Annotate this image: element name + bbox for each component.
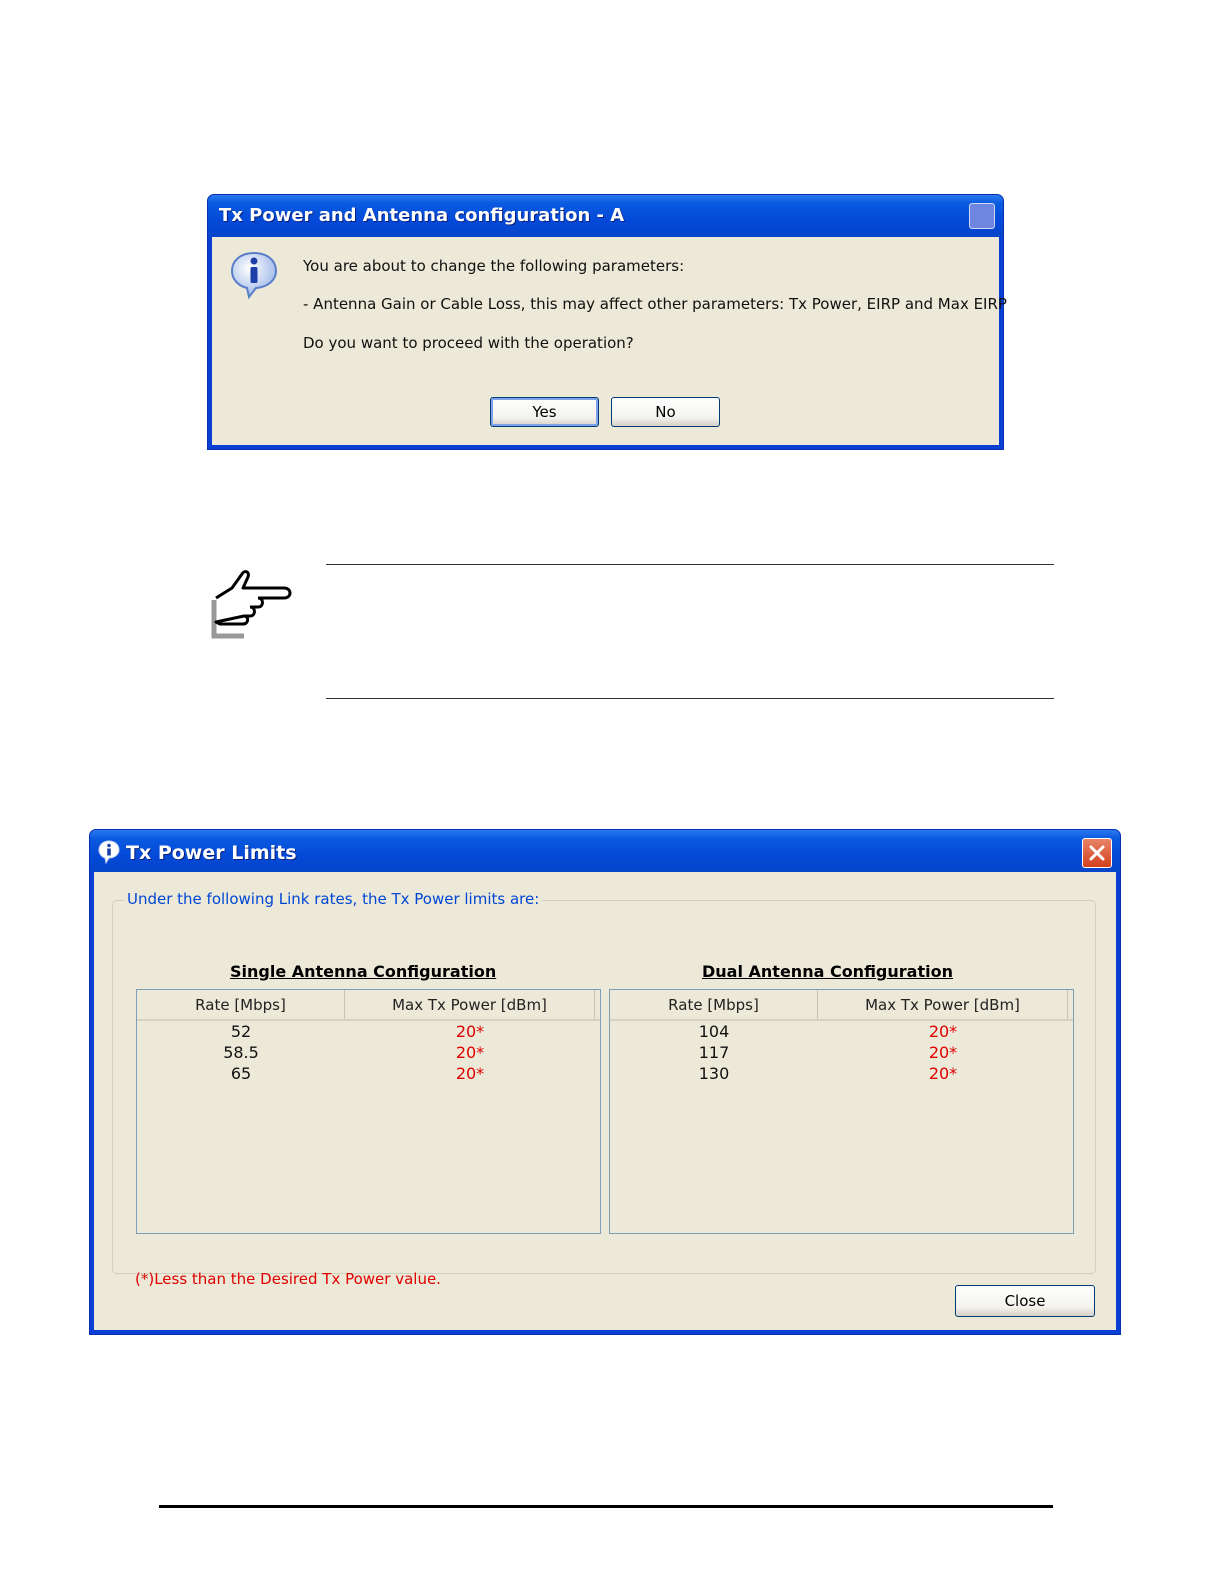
table-row[interactable] — [137, 1063, 600, 1084]
yes-button[interactable]: Yes — [490, 397, 599, 427]
no-button[interactable]: No — [611, 397, 720, 427]
power-cell: 20* — [928, 1043, 958, 1062]
table-row[interactable] — [610, 1021, 1073, 1042]
table-body — [137, 1021, 600, 1084]
rate-cell: 65 — [230, 1064, 252, 1083]
pointing-hand-icon — [206, 566, 294, 644]
rate-cell: 117 — [698, 1043, 730, 1062]
confirm-message-params: - Antenna Gain or Cable Loss, this may affect other parameters: Tx Power, EIRP and Max EIRP — [303, 295, 1007, 313]
rate-cell: 52 — [230, 1022, 252, 1041]
column-header-max-power[interactable]: Max Tx Power [dBm] — [345, 990, 595, 1019]
single-antenna-heading: Single Antenna Configuration — [230, 962, 497, 981]
power-cell: 20* — [928, 1064, 958, 1083]
confirm-dialog — [207, 194, 1007, 450]
note-bottom-rule — [326, 698, 1054, 699]
power-cell: 20* — [455, 1064, 485, 1083]
column-header-rate[interactable]: Rate [Mbps] — [610, 990, 818, 1019]
footnote: (*)Less than the Desired Tx Power value. — [135, 1270, 441, 1288]
close-button-disabled — [969, 203, 995, 229]
rate-cell: 130 — [698, 1064, 730, 1083]
note-top-rule — [326, 564, 1054, 565]
groupbox-label: Under the following Link rates, the Tx Power limits are: — [124, 890, 542, 908]
dual-antenna-heading: Dual Antenna Configuration — [702, 962, 953, 981]
table-body — [610, 1021, 1073, 1084]
column-header-max-power[interactable]: Max Tx Power [dBm] — [818, 990, 1068, 1019]
page-bottom-rule — [159, 1505, 1053, 1508]
close-button[interactable] — [1082, 838, 1112, 868]
tx-power-limits-dialog — [89, 829, 1121, 1335]
confirm-client — [212, 237, 1007, 445]
limits-title: Tx Power Limits — [126, 842, 297, 864]
confirm-title: Tx Power and Antenna configuration - A — [219, 205, 625, 226]
table-header — [610, 990, 1073, 1021]
table-row[interactable] — [610, 1042, 1073, 1063]
table-row[interactable] — [137, 1042, 600, 1063]
power-cell: 20* — [455, 1022, 485, 1041]
close-icon — [1089, 845, 1105, 861]
limits-client — [94, 872, 1116, 1330]
rate-cell: 104 — [698, 1022, 730, 1041]
confirm-message-intro: You are about to change the following parameters: — [303, 257, 685, 275]
table-header — [137, 990, 600, 1021]
confirm-message-question: Do you want to proceed with the operation? — [303, 334, 634, 352]
power-cell: 20* — [928, 1022, 958, 1041]
dual-antenna-table[interactable] — [609, 989, 1074, 1234]
confirm-titlebar[interactable] — [208, 195, 1003, 237]
info-icon — [98, 840, 120, 864]
single-antenna-table[interactable] — [136, 989, 601, 1234]
info-icon — [228, 249, 280, 301]
power-cell: 20* — [455, 1043, 485, 1062]
rate-cell: 58.5 — [223, 1043, 259, 1062]
close-dialog-button[interactable]: Close — [955, 1285, 1095, 1317]
column-header-rate[interactable]: Rate [Mbps] — [137, 990, 345, 1019]
limits-titlebar[interactable] — [90, 830, 1120, 872]
table-row[interactable] — [137, 1021, 600, 1042]
table-row[interactable] — [610, 1063, 1073, 1084]
